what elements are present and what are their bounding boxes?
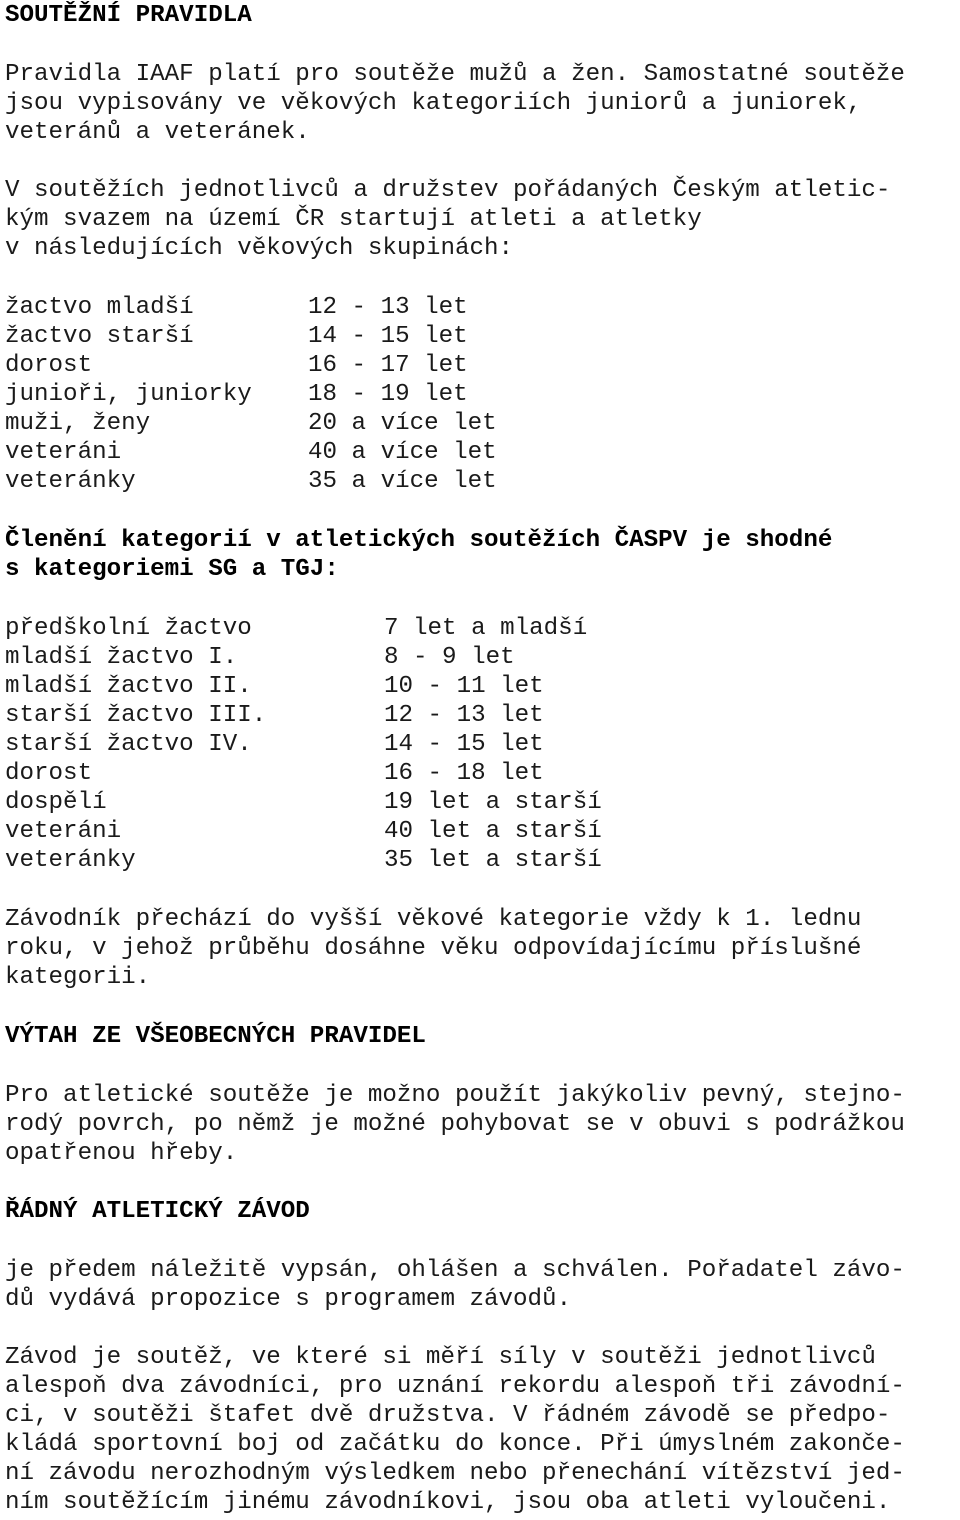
- race-p2-line-2: alespoň dva závodníci, pro uznání rekordu alespoň tři závodní-: [5, 1373, 905, 1400]
- race-p2-line-5: ní závodu nerozhodným výsledkem nebo přenechání vítězství jed-: [5, 1460, 905, 1487]
- cas-category-age: 40 a více let: [308, 439, 497, 466]
- caspv-category-age: 40 let a starší: [384, 818, 602, 845]
- caspv-category-age: 19 let a starší: [384, 789, 602, 816]
- cas-category-name: dorost: [5, 352, 93, 379]
- heading-general-rules: VÝTAH ZE VŠEOBECNÝCH PRAVIDEL: [5, 1023, 426, 1050]
- intro-line-1: Pravidla IAAF platí pro soutěže mužů a žen. Samostatné soutěže: [5, 61, 905, 88]
- caspv-category-age: 35 let a starší: [384, 847, 602, 874]
- cas-category-age: 14 - 15 let: [308, 323, 468, 350]
- caspv-heading-line-1: Členění kategorií v atletických soutěžích ČASPV je shodné: [5, 527, 833, 554]
- cas-category-age: 12 - 13 let: [308, 294, 468, 321]
- race-p2-line-3: ci, v soutěži štafet dvě družstva. V řádném závodě se předpo-: [5, 1402, 891, 1429]
- cas-line-3: v následujících věkových skupinách:: [5, 235, 514, 262]
- race-p2-line-4: kládá sportovní boj od začátku do konce. Při úmyslném zakonče-: [5, 1431, 905, 1458]
- caspv-category-name: předškolní žactvo: [5, 615, 252, 642]
- caspv-heading-line-2: s kategoriemi SG a TGJ:: [5, 556, 339, 583]
- caspv-category-name: veteránky: [5, 847, 136, 874]
- cas-category-age: 16 - 17 let: [308, 352, 468, 379]
- race-p2-line-6: ním soutěžícím jinému závodníkovi, jsou oba atleti vyloučeni.: [5, 1489, 891, 1516]
- race-p1-line-2: dů vydává propozice s programem závodů.: [5, 1286, 572, 1313]
- heading-race: ŘÁDNÝ ATLETICKÝ ZÁVOD: [5, 1198, 310, 1225]
- surface-line-2: rodý povrch, po němž je možné pohybovat se v obuvi s podrážkou: [5, 1111, 905, 1138]
- cas-line-2: kým svazem na území ČR startují atleti a atletky: [5, 206, 702, 233]
- caspv-category-name: starší žactvo IV.: [5, 731, 252, 758]
- transition-line-2: roku, v jehož průběhu dosáhne věku odpovídajícímu příslušné: [5, 935, 862, 962]
- cas-category-name: veteránky: [5, 468, 136, 495]
- intro-line-3: veteránů a veteránek.: [5, 119, 310, 146]
- caspv-category-name: veteráni: [5, 818, 122, 845]
- race-p2-line-1: Závod je soutěž, ve které si měří síly v soutěži jednotlivců: [5, 1344, 876, 1371]
- transition-line-3: kategorii.: [5, 964, 151, 991]
- cas-category-name: muži, ženy: [5, 410, 151, 437]
- caspv-category-name: mladší žactvo II.: [5, 673, 252, 700]
- cas-line-1: V soutěžích jednotlivců a družstev pořádaných Českým atletic-: [5, 177, 891, 204]
- cas-category-name: junioři, juniorky: [5, 381, 252, 408]
- cas-category-name: žactvo mladší: [5, 294, 194, 321]
- race-p1-line-1: je předem náležitě vypsán, ohlášen a schválen. Pořadatel závo-: [5, 1257, 905, 1284]
- caspv-category-name: mladší žactvo I.: [5, 644, 238, 671]
- caspv-category-age: 8 - 9 let: [384, 644, 515, 671]
- surface-line-3: opatřenou hřeby.: [5, 1140, 238, 1167]
- intro-line-2: jsou vypisovány ve věkových kategoriích juniorů a juniorek,: [5, 90, 862, 117]
- caspv-category-name: dospělí: [5, 789, 107, 816]
- caspv-category-age: 14 - 15 let: [384, 731, 544, 758]
- surface-line-1: Pro atletické soutěže je možno použít jakýkoliv pevný, stejno-: [5, 1082, 905, 1109]
- transition-line-1: Závodník přechází do vyšší věkové kategorie vždy k 1. lednu: [5, 906, 862, 933]
- cas-category-name: žactvo starší: [5, 323, 194, 350]
- cas-category-name: veteráni: [5, 439, 122, 466]
- caspv-category-age: 12 - 13 let: [384, 702, 544, 729]
- heading-rules: SOUTĚŽNÍ PRAVIDLA: [5, 2, 252, 29]
- caspv-category-name: starší žactvo III.: [5, 702, 267, 729]
- caspv-category-age: 7 let a mladší: [384, 615, 588, 642]
- caspv-category-age: 16 - 18 let: [384, 760, 544, 787]
- caspv-category-age: 10 - 11 let: [384, 673, 544, 700]
- cas-category-age: 20 a více let: [308, 410, 497, 437]
- cas-category-age: 35 a více let: [308, 468, 497, 495]
- caspv-category-name: dorost: [5, 760, 93, 787]
- cas-category-age: 18 - 19 let: [308, 381, 468, 408]
